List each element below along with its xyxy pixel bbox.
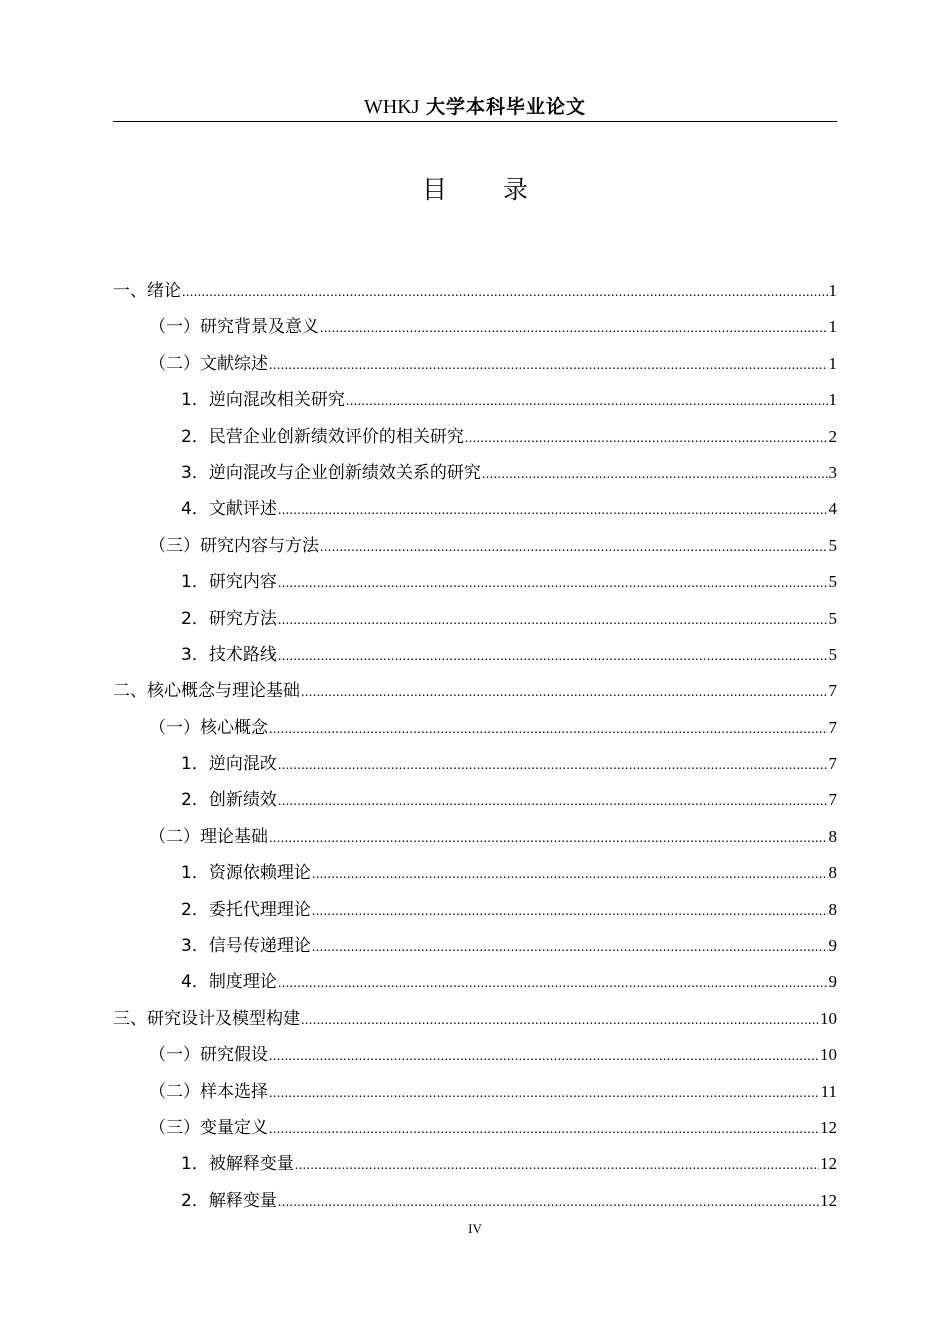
running-header (113, 92, 837, 122)
toc-entry-title: （二）文献综述 (149, 353, 268, 374)
toc-entry-title: （二）样本选择 (149, 1081, 268, 1102)
toc-entry[interactable] (113, 383, 837, 419)
toc-entry-title: 2．解释变量 (181, 1190, 277, 1211)
toc-entry[interactable] (113, 420, 837, 456)
dot-leader (312, 858, 828, 891)
dot-leader (278, 494, 828, 527)
dot-leader (278, 749, 828, 782)
toc-entry-page-number: 12 (820, 1154, 837, 1174)
toc-entry-title: 1．被解释变量 (181, 1154, 294, 1175)
dot-leader (320, 531, 828, 564)
toc-entry[interactable] (113, 347, 837, 383)
dot-leader (301, 1004, 819, 1037)
toc-entry[interactable] (113, 1075, 837, 1111)
toc-entry-page-number: 1 (828, 281, 837, 300)
toc-entry[interactable] (113, 565, 837, 601)
toc-entry-title: 2．创新绩效 (181, 790, 277, 811)
toc-entry[interactable] (113, 1184, 837, 1220)
dot-leader (269, 349, 828, 382)
dot-leader (278, 604, 828, 637)
toc-entry-title: 1．逆向混改相关研究 (181, 390, 345, 411)
dot-leader (295, 1149, 819, 1182)
toc-entry-title: 3．技术路线 (181, 644, 277, 665)
toc-entry-title: 三、研究设计及模型构建 (113, 1008, 300, 1029)
toc-title: 目 录 (422, 175, 552, 204)
dot-leader (182, 276, 828, 309)
toc-entry-page-number: 7 (828, 681, 837, 701)
toc-entry-title: 2．委托代理理论 (181, 899, 311, 920)
toc-entry-page-number: 7 (828, 717, 837, 737)
toc-entry[interactable] (113, 783, 837, 819)
toc-entry-page-number: 12 (820, 1117, 837, 1137)
toc-entry[interactable] (113, 602, 837, 638)
toc-entry[interactable] (113, 965, 837, 1001)
toc-entry[interactable] (113, 1002, 837, 1038)
toc-entry-title: 3．信号传递理论 (181, 936, 311, 957)
toc-entry[interactable] (113, 638, 837, 674)
dot-leader (269, 1040, 819, 1073)
toc-entry-page-number: 7 (828, 790, 837, 810)
toc-entry-page-number: 8 (828, 899, 837, 919)
toc-entry-page-number: 1 (828, 390, 837, 410)
header-school-code: WHKJ (363, 96, 420, 118)
dot-leader (278, 967, 828, 1000)
dot-leader (278, 640, 828, 673)
toc-entry[interactable] (113, 456, 837, 492)
toc-entry-title: 2．民营企业创新绩效评价的相关研究 (181, 426, 464, 447)
dot-leader (346, 385, 828, 418)
toc-entry-title: 1．逆向混改 (181, 754, 277, 775)
toc-entry[interactable] (113, 674, 837, 710)
toc-entry-title: （三）变量定义 (149, 1117, 268, 1138)
toc-entry-page-number: 12 (820, 1190, 837, 1210)
dot-leader (269, 1113, 819, 1146)
toc-entry-page-number: 5 (828, 535, 837, 555)
toc-entry-title: 二、核心概念与理论基础 (113, 681, 300, 702)
toc-entry-title: 1．资源依赖理论 (181, 863, 311, 884)
dot-leader (278, 785, 828, 818)
dot-leader (301, 676, 828, 709)
toc-entry-page-number: 1 (828, 317, 837, 337)
toc-entry-title: （一）研究假设 (149, 1045, 268, 1066)
dot-leader (278, 1186, 819, 1219)
header-document-type: 大学本科毕业论文 (426, 96, 587, 118)
toc-entry-title: （一）核心概念 (149, 717, 268, 738)
toc-entry[interactable] (113, 856, 837, 892)
toc-entry-page-number: 10 (820, 1008, 837, 1028)
toc-entry-title: 4．文献评述 (181, 499, 277, 520)
dot-leader (312, 931, 828, 964)
toc-entry[interactable] (113, 1147, 837, 1183)
toc-entry[interactable] (113, 711, 837, 747)
toc-entry[interactable] (113, 1038, 837, 1074)
toc-entry[interactable] (113, 274, 837, 310)
toc-entry-page-number: 5 (828, 572, 837, 592)
toc-entry-title: 3．逆向混改与企业创新绩效关系的研究 (181, 462, 481, 483)
dot-leader (269, 713, 828, 746)
toc-entry-title: 4．制度理论 (181, 972, 277, 993)
toc-entry-title: 一、绪论 (113, 281, 181, 301)
toc-entry[interactable] (113, 820, 837, 856)
toc-entry-title: 2．研究方法 (181, 608, 277, 629)
toc-entry-page-number: 7 (828, 754, 837, 774)
dot-leader (482, 458, 828, 491)
toc-entry-page-number: 1 (828, 353, 837, 373)
page-number-footer: IV (468, 1221, 482, 1236)
toc-entry-page-number: 8 (828, 863, 837, 883)
toc-entry-title: （二）理论基础 (149, 826, 268, 847)
dot-leader (269, 822, 828, 855)
toc-entry[interactable] (113, 929, 837, 965)
toc-entry-page-number: 5 (828, 644, 837, 664)
dot-leader (465, 422, 828, 455)
toc-entry-page-number: 11 (820, 1081, 837, 1101)
toc-entry[interactable] (113, 529, 837, 565)
toc-entry[interactable] (113, 492, 837, 528)
toc-entry-page-number: 5 (828, 608, 837, 628)
toc-entry-page-number: 3 (828, 462, 837, 482)
toc-entry-title: （三）研究内容与方法 (149, 535, 319, 556)
header-rule (113, 121, 837, 122)
toc-entry[interactable] (113, 747, 837, 783)
dot-leader (278, 567, 828, 600)
toc-entry[interactable] (113, 310, 837, 346)
dot-leader (312, 895, 828, 928)
table-of-contents (113, 274, 837, 1220)
toc-entry-page-number: 9 (828, 936, 837, 956)
toc-entry-title: （一）研究背景及意义 (149, 317, 319, 338)
toc-entry[interactable] (113, 893, 837, 929)
toc-entry-page-number: 8 (828, 826, 837, 846)
toc-entry-title: 1．研究内容 (181, 572, 277, 593)
toc-entry-page-number: 2 (828, 426, 837, 446)
dot-leader (269, 1077, 820, 1110)
dot-leader (320, 312, 828, 345)
toc-entry-page-number: 10 (820, 1045, 837, 1065)
toc-entry[interactable] (113, 1111, 837, 1147)
toc-entry-page-number: 4 (828, 499, 837, 519)
toc-entry-page-number: 9 (828, 972, 837, 992)
